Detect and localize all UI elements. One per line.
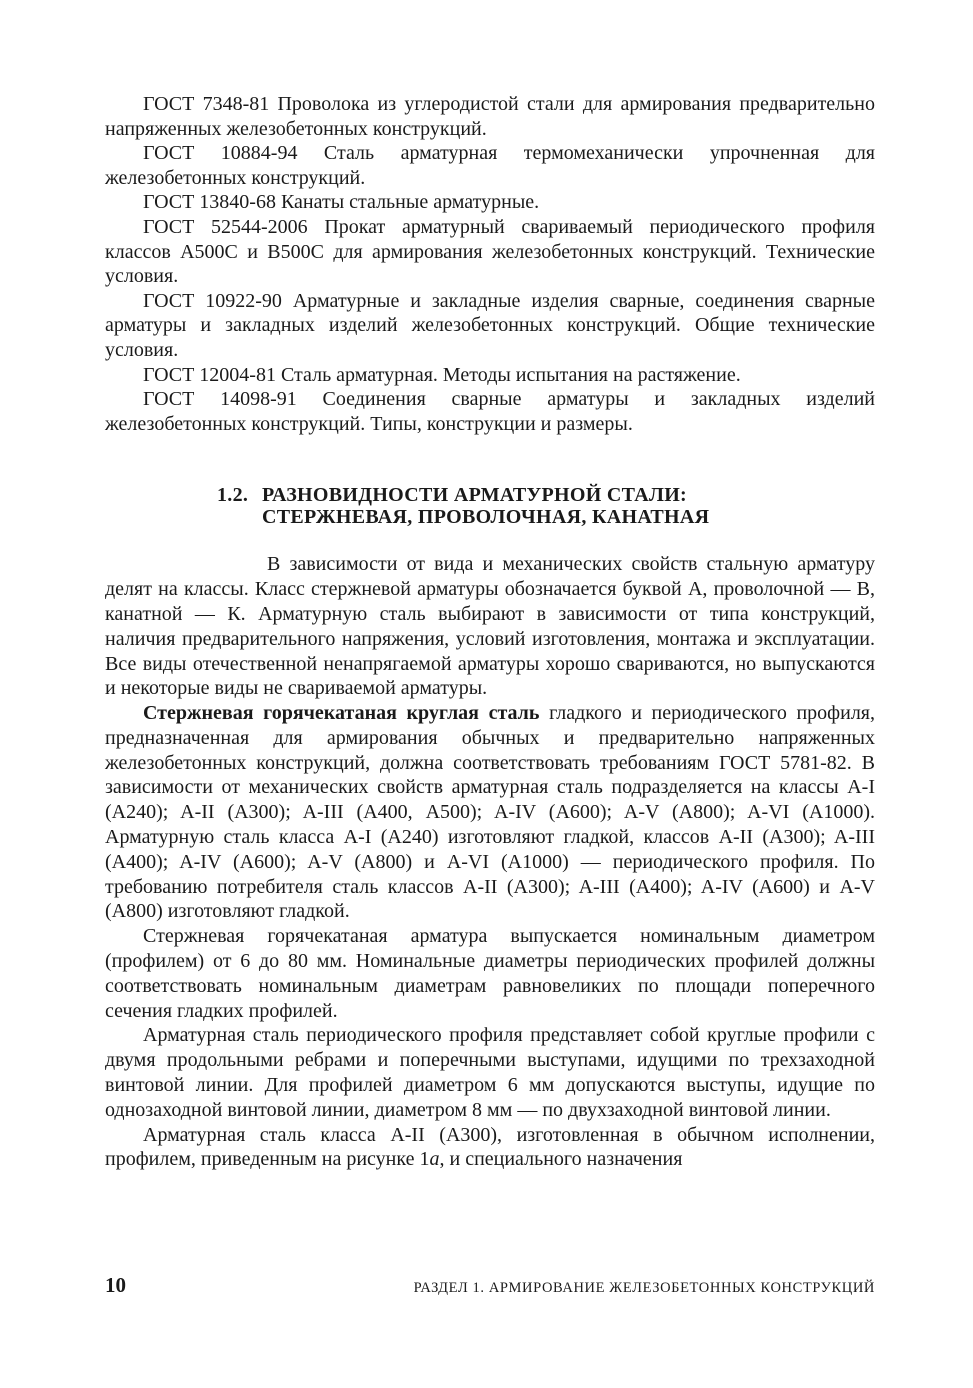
- figure-number: 1: [419, 1148, 430, 1171]
- reference-item: ГОСТ 13840-68 Канаты стальные арматурные.: [143, 191, 540, 214]
- reference-item: ГОСТ 12004-81 Сталь арматурная. Методы испытания на растяжение.: [143, 363, 741, 386]
- running-head: РАЗДЕЛ 1. АРМИРОВАНИЕ ЖЕЛЕЗОБЕТОННЫХ КОНСТРУКЦИЙ: [413, 1280, 875, 1296]
- page-content: [105, 92, 875, 1172]
- page-footer: [105, 1273, 875, 1298]
- reference-item: ГОСТ 10884-94 Сталь арматурная термомеханически упрочненная для железобетонных конструкций.: [105, 142, 875, 189]
- paragraph-text: , и специального назначения: [439, 1148, 683, 1171]
- paragraph: [105, 1123, 875, 1173]
- paragraph: Стержневая горячекатаная арматура выпускается номинальным диаметром (профилем) от 6 до 80 мм. Номинальные диаметры периодических профилей должны соответствовать номинальным диаметрам равновеликих по площади поперечного сечения гладких профилей.: [105, 925, 875, 1022]
- reference-item: ГОСТ 10922-90 Арматурные и закладные изделия сварные, соединения сварные арматуры и закладных изделий железобетонных конструкций. Общие технические условия.: [105, 289, 875, 361]
- paragraph-bold-lead: Стержневая горячекатаная круглая сталь: [143, 702, 540, 725]
- paragraph-text: гладкого и периодического профиля, предназначенная для армирования обычных и предварительно напряженных железобетонных конструкций, должна соответствовать требованиям ГОСТ 5781-82. В зависимости от механических свойств арматурная сталь подразделяется на классы A-I (А240); A-II (А300); A-III (А400, А500); A-IV (А600); A-V (А800); A-VI (А1000). Арматурную сталь класса A-I (А240) изготовляют гладкой, классов A-II (А300); A-III (А400); A-IV (А600); A-V (А800) и A-VI (А1000) — периодического профиля. По требованию потребителя сталь классов A-II (А300); A-III (А400); A-IV (А600) и A-V (А800) изготовляют гладкой.: [105, 702, 875, 923]
- section-heading: [105, 484, 875, 528]
- section-title-line2: СТЕРЖНЕВАЯ, ПРОВОЛОЧНАЯ, КАНАТНАЯ: [262, 506, 710, 529]
- paragraph-text: Арматурная сталь класса A-II (А300), изготовленная в обычном исполнении, профилем, приведенным на рисунке: [105, 1123, 875, 1171]
- paragraph: В зависимости от вида и механических свойств стальную арматуру делят на классы. Класс стержневой арматуры обозначается буквой А, проволочной — В, канатной — К. Арматурную сталь выбирают в зависимости от типа конструкций, наличия предварительного напряжения, условий изготовления, монтажа и эксплуатации. Все виды отечественной ненапрягаемой арматуры хорошо свариваются, но выпускаются и некоторые виды не свариваемой арматуры.: [105, 553, 875, 700]
- figure-reference: [419, 1148, 439, 1170]
- page-number: 10: [105, 1273, 126, 1297]
- gost-reference-list: [105, 92, 875, 436]
- reference-item: ГОСТ 52544-2006 Прокат арматурный свариваемый периодического профиля классов А500С и В500С для армирования железобетонных конструкций. Технические условия.: [105, 215, 875, 288]
- section-title-line1: РАЗНОВИДНОСТИ АРМАТУРНОЙ СТАЛИ:: [262, 484, 688, 507]
- paragraph: Арматурная сталь периодического профиля представляет собой круглые профили с двумя продольными ребрами и поперечными выступами, идущими по трехзаходной винтовой линии. Для профилей диаметром 6 мм допускаются выступы, идущие по однозаходной винтовой линии, диаметром 8 мм — по двухзаходной винтовой линии.: [105, 1024, 875, 1121]
- section-number: 1.2.: [217, 484, 249, 507]
- reference-item: ГОСТ 7348-81 Проволока из углеродистой стали для армирования предварительно напряженных железобетонных конструкций.: [105, 93, 875, 140]
- figure-letter: а: [429, 1148, 440, 1171]
- reference-item: ГОСТ 14098-91 Соединения сварные арматуры и закладных изделий железобетонных конструкций. Типы, конструкции и размеры.: [105, 388, 875, 435]
- section-body: [105, 552, 875, 1172]
- paragraph: [105, 701, 875, 924]
